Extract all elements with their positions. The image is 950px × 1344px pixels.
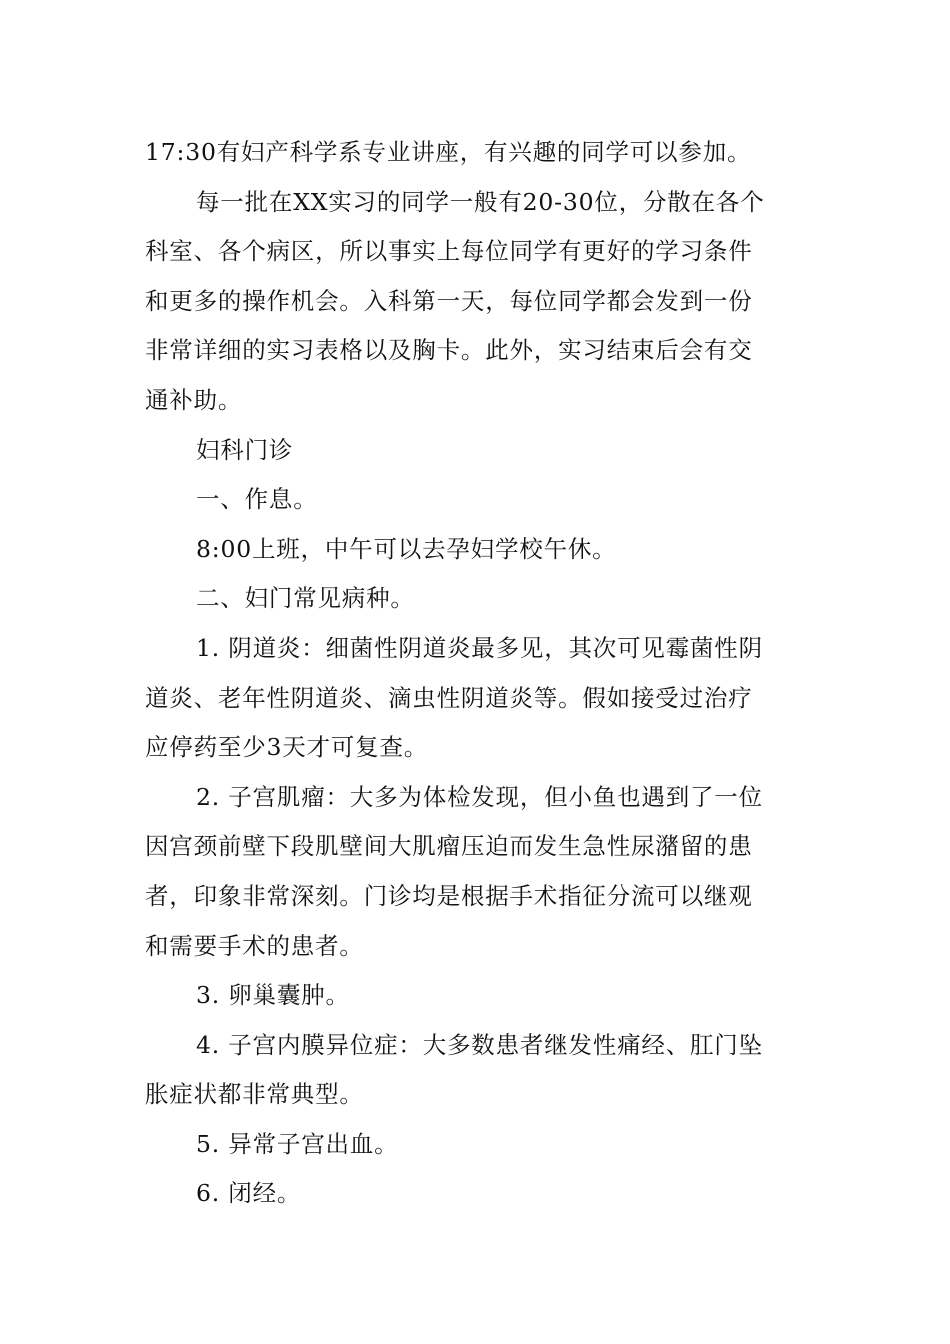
- text-line: 和需要手术的患者。: [145, 931, 364, 960]
- text-line: 和更多的操作机会。入科第一天，每位同学都会发到一份: [145, 286, 753, 315]
- text-line: 胀症状都非常典型。: [145, 1080, 364, 1109]
- text-line: 通补助。: [145, 385, 243, 414]
- text-line: 每一批在XX实习的同学一般有20-30位，分散在各个: [196, 187, 765, 216]
- list-item: 3. 卵巢囊肿。: [196, 981, 350, 1010]
- text-line: 8:00上班，中午可以去孕妇学校午休。: [196, 534, 617, 563]
- text-line: 因宫颈前壁下段肌壁间大肌瘤压迫而发生急性尿潴留的患: [145, 832, 753, 861]
- text-line: 17:30有妇产科学系专业讲座，有兴趣的同学可以参加。: [145, 138, 752, 166]
- text-line: 科室、各个病区，所以事实上每位同学有更好的学习条件: [145, 237, 753, 266]
- list-item: 6. 闭经。: [196, 1179, 302, 1208]
- document-body: [145, 128, 810, 1219]
- text-line: 非常详细的实习表格以及胸卡。此外，实习结束后会有交: [145, 336, 753, 365]
- subsection-heading: 一、作息。: [196, 485, 318, 514]
- text-line: 者，印象非常深刻。门诊均是根据手术指征分流可以继观: [145, 881, 753, 910]
- list-item: 2. 子宫肌瘤：大多为体检发现，但小鱼也遇到了一位: [196, 782, 763, 811]
- list-item: 1. 阴道炎：细菌性阴道炎最多见，其次可见霉菌性阴: [196, 633, 763, 662]
- subsection-heading: 二、妇门常见病种。: [196, 584, 415, 613]
- list-item: 5. 异常子宫出血。: [196, 1129, 399, 1158]
- list-item: 4. 子宫内膜异位症：大多数患者继发性痛经、肛门坠: [196, 1030, 763, 1059]
- text-line: 应停药至少3天才可复查。: [145, 733, 429, 762]
- section-heading: 妇科门诊: [196, 435, 294, 464]
- text-line: 道炎、老年性阴道炎、滴虫性阴道炎等。假如接受过治疗: [145, 683, 753, 712]
